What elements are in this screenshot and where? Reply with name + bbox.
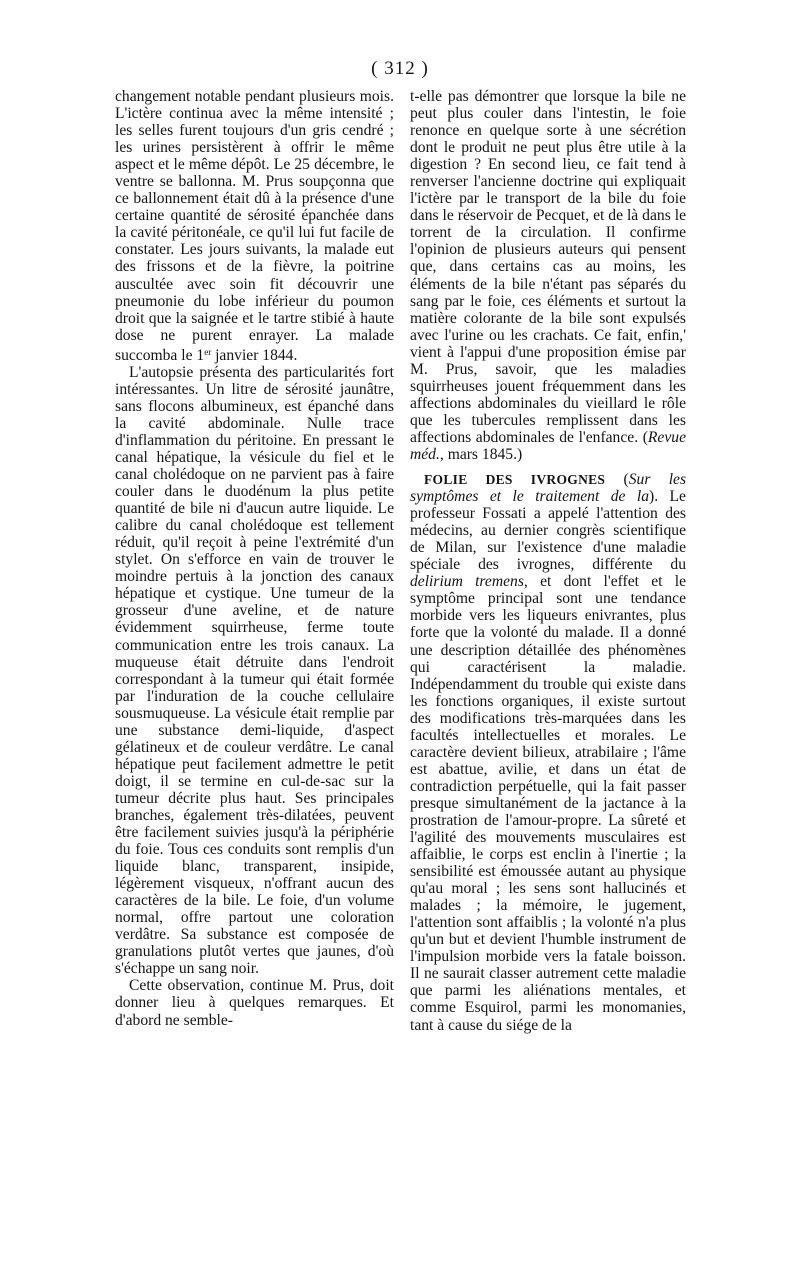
left-paragraph-2: L'autopsie présenta des particularités fort intéressantes. Un litre de sérosité jaunâtre, sans flocons albumineux, est épanché dans la cavité abdominale. Nulle trace d'inflammation du péritoine. En pressant le canal hépatique, la vésicule du fiel et le canal cholédoque on ne parvient pas à faire couler dans le duodénum la plus petite quantité de bile ni d'aucun autre liquide. Le calibre du canal cholédoque est tellement réduit, qu'il reçoit à peine l'extrémité d'un stylet. On s'efforce en vain de trouver le moindre pertuis à la jonction des canaux hépatique et cystique. Une tumeur de la grosseur d'une aveline, et de nature évidemment squirrheuse, ferme toute communication entre les trois canaux. La muqueuse était détruite dans l'endroit correspondant à la tumeur qui était formée par l'induration de la couche cellulaire sousmuqueuse. La vésicule était remplie par une substance demi-liquide, d'aspect gélatineux et de couleur verdâtre. Le canal hépatique peut facilement admettre le petit doigt, il se termine en cul-de-sac sur la tumeur décrite plus haut. Ses principales branches, également très-dilatées, peuvent être facilement suivies jusqu'à la périphérie du foie. Tous ces conduits sont remplis d'un liquide blanc, transparent, insipide, légèrement visqueux, n'offrant aucun des caractères de la bile. Le foie, d'un volume normal, offre partout une coloration verdâtre. Sa substance est composée de granulations plutôt vertes que jaunes, d'où s'échappe un sang noir. <box>115 363 394 978</box>
right-column <box>410 88 686 1034</box>
right-paragraph-1-text: t-elle pas démontrer que lorsque la bile ne peut plus couler dans l'intestin, le foie renonce en quelque sorte à une sécrétion dont le produit ne peut plus être utile à la digestion ? En second lieu, ce fait tend à renverser l'ancienne doctrine qui expliquait l'ictère par le transport de la bile du foie dans le réservoir de Pecquet, et de là dans le torrent de la circulation. Il confirme l'opinion de plusieurs auteurs qui pensent que, dans certains cas au moins, les éléments de la bile n'étant pas séparés du sang par le foie, ces éléments et surtout la matière colorante de la bile sont expulsés avec l'urine ou les crachats. Ce fait, enfin,' vient à l'appui d'une proposition émise par M. Prus, savoir, que les maladies squirrheuses jouent fréquemment dans les affections abdominales du vieillard le rôle que les tubercules remplissent dans les affections abdominales de l'enfance. ( <box>410 88 686 446</box>
left-paragraph-1 <box>115 88 394 364</box>
left-paragraph-1-text: changement notable pendant plusieurs mois. L'ictère continua avec la même intensité ; les selles furent toujours d'un gris cendré ; les urines persistèrent à offrir le même aspect et le même dépôt. Le 25 décembre, le ventre se ballonna. M. Prus soupçonna que ce ballonnement était dû à la présence d'une certaine quantité de sérosité épanchée dans la cavité péritonéale, ce qu'il lui fut facile de constater. Les jours suivants, la malade eut des frissons et de la fièvre, la poitrine auscultée avec soin fit découvrir une pneumonie du lobe inférieur du poumon droit que la saignée et le tartre stibié à haute dose ne purent enrayer. La malade succomba le 1 <box>115 88 394 364</box>
right-paragraph-1 <box>410 88 686 463</box>
right-paragraph-1-end: , mars 1845.) <box>439 445 523 463</box>
left-column <box>115 88 394 1029</box>
right-paragraph-2-rest: , et dont l'effet et le symptôme principal sont une tendance morbide vers les liqueurs enivrantes, plus forte que la volonté du malade. Il a donné une description détaillée des phénomènes qui caractérisent la maladie. Indépendamment du trouble qui existe dans les fonctions organiques, il existe surtout des modifications très-marquées dans les facultés intellectuelles et morales. Le caractère devient bilieux, atrabilaire ; l'âme est abattue, avilie, et dans un état de contradiction perpétuelle, qui la fait passer presque simultanément de la jactance à la prostration de l'amour-propre. La sûreté et l'agilité des mouvements musculaires est affaiblie, le corps est enclin à l'inertie ; la sensibilité est émoussée autant au physique qu'au moral ; les sens sont hallucinés et malades ; la mémoire, le jugement, l'attention sont affaiblis ; la volonté n'a plus qu'un but et devient l'humble instrument de l'impulsion morbide vers la fatale boisson. Il ne saurait classer autrement cette maladie que parmi les aliénations mentales, et comme Esquirol, parmi les monomanies, tant à cause du siége de la <box>410 573 686 1034</box>
section-subtitle: Sur les symptômes et le traitement de la <box>410 471 687 506</box>
section-folie-des-ivrognes <box>410 471 686 1034</box>
section-subtitle-close: ). <box>649 488 659 506</box>
left-paragraph-1-end: janvier 1844. <box>211 346 298 364</box>
left-paragraph-3: Cette observation, continue M. Prus, doit donner lieu à quelques remarques. Et d'abord ne semble- <box>115 977 394 1029</box>
page-number: ( 312 ) <box>371 58 429 79</box>
term-delirium-tremens: delirium tremens <box>410 573 524 591</box>
source-citation: Revue méd. <box>410 428 686 463</box>
right-paragraph-2-text: Le professeur Fossati a appelé l'attention des médecins, au dernier congrès scientifique de Milan, sur l'existence d'une maladie spéciale des ivrognes, différente du <box>410 488 686 574</box>
superscript-er: er <box>204 346 212 357</box>
section-title: FOLIE DES IVROGNES <box>424 472 606 488</box>
section-subtitle-open: ( <box>605 471 629 489</box>
